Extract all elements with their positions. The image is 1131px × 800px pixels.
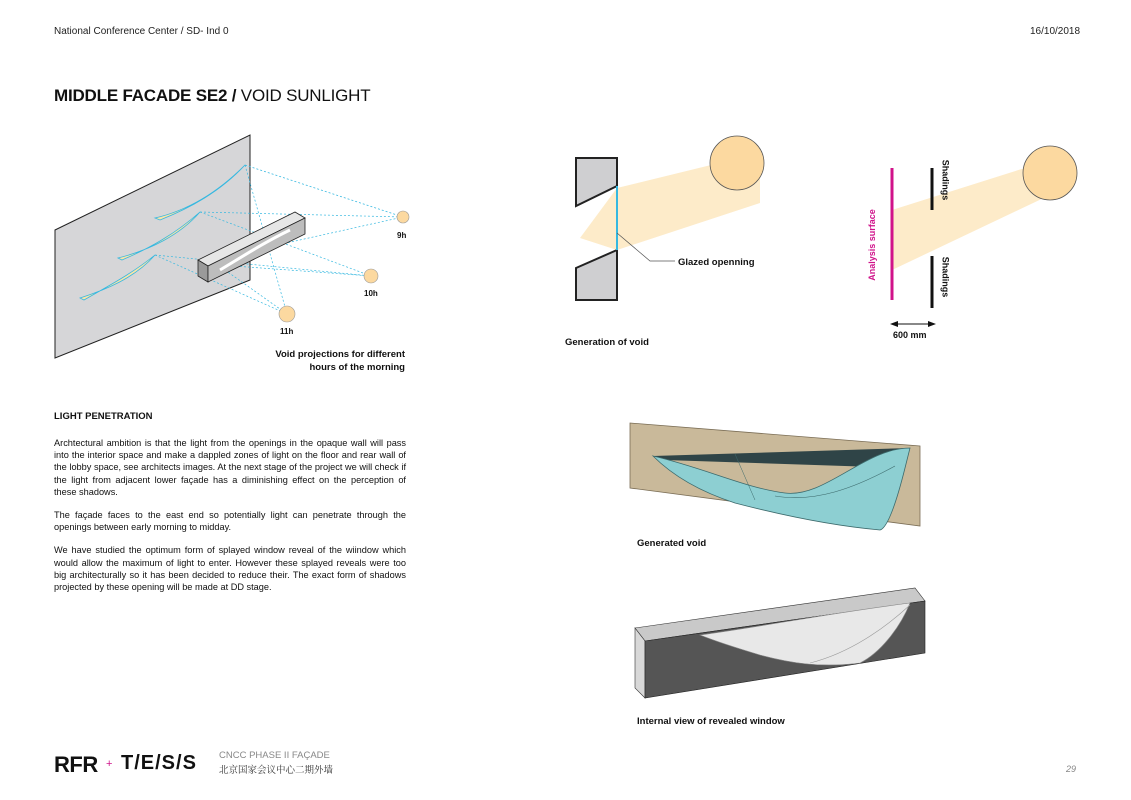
label-10h: 10h — [364, 289, 378, 298]
shadings-bottom-label: Shadings — [940, 256, 951, 298]
page-title — [54, 86, 370, 106]
analysis-surface-label: Analysis surface — [866, 209, 877, 281]
plus-sign: + — [106, 758, 113, 770]
body-text — [54, 437, 406, 604]
render1-caption: Generated void — [637, 538, 707, 549]
sun-10h-icon — [364, 269, 378, 283]
diagram1-caption-line1: Void projections for different — [275, 349, 405, 360]
dimension-label: 600 mm — [893, 330, 927, 340]
header-date: 16/10/2018 — [1030, 26, 1081, 37]
section-heading: LIGHT PENETRATION — [54, 411, 153, 422]
rfr-logo: RFR — [54, 752, 98, 777]
project-header: National Conference Center / SD- Ind 0 — [54, 26, 229, 37]
sun-9h-icon — [397, 211, 409, 223]
shadings-top-label: Shadings — [940, 159, 951, 201]
paragraph-2: The façade faces to the east end so potentially light can penetrate through the openings between early morning to midday. — [54, 510, 406, 533]
project-name-cn: 北京国家会议中心二期外墙 — [219, 765, 334, 776]
arrow-left-icon — [890, 321, 898, 327]
internal-view-render — [630, 583, 930, 703]
glazed-label: Glazed openning — [678, 257, 755, 268]
tess-logo: T/E/S/S — [121, 752, 197, 774]
void-generation-diagram — [570, 128, 780, 308]
sun-11h-icon — [279, 306, 295, 322]
arrow-right-icon — [928, 321, 936, 327]
generated-void-render — [625, 418, 925, 533]
page-number: 29 — [1066, 764, 1077, 774]
lower-frame — [576, 250, 617, 300]
project-name-en: CNCC PHASE II FAÇADE — [219, 750, 330, 761]
sun-icon — [710, 136, 764, 190]
diagram1-caption — [230, 348, 405, 374]
void-projections-diagram — [50, 130, 420, 370]
diagram1-caption-line2: hours of the morning — [309, 362, 405, 373]
page-title-light: VOID SUNLIGHT — [236, 86, 371, 105]
label-11h: 11h — [280, 327, 294, 336]
paragraph-3: We have studied the optimum form of splayed window reveal of the wiindow which would allow the maximum of light to enter. However these splayed reveals were too big architecturally so it has been decided to reduce their. The exact form of shadows projected by these opening will be made at DD stage. — [54, 545, 406, 593]
paragraph-1: Archtectural ambition is that the light from the openings in the opaque wall will pass into the interior space and make a dappled zones of light on the floor and rear wall of the lobby space, see architects images. At the next stage of the project we will check if the light from adjacent lower façade has a diminishing effect on the perception of these shadows. — [54, 438, 406, 497]
diagram2-caption: Generation of void — [565, 337, 649, 348]
page-title-bold: MIDDLE FACADE SE2 / — [54, 86, 237, 105]
render2-caption: Internal view of revealed window — [637, 716, 785, 727]
sun-icon — [1023, 146, 1077, 200]
label-9h: 9h — [397, 231, 407, 240]
shading-analysis-diagram — [860, 140, 1085, 340]
